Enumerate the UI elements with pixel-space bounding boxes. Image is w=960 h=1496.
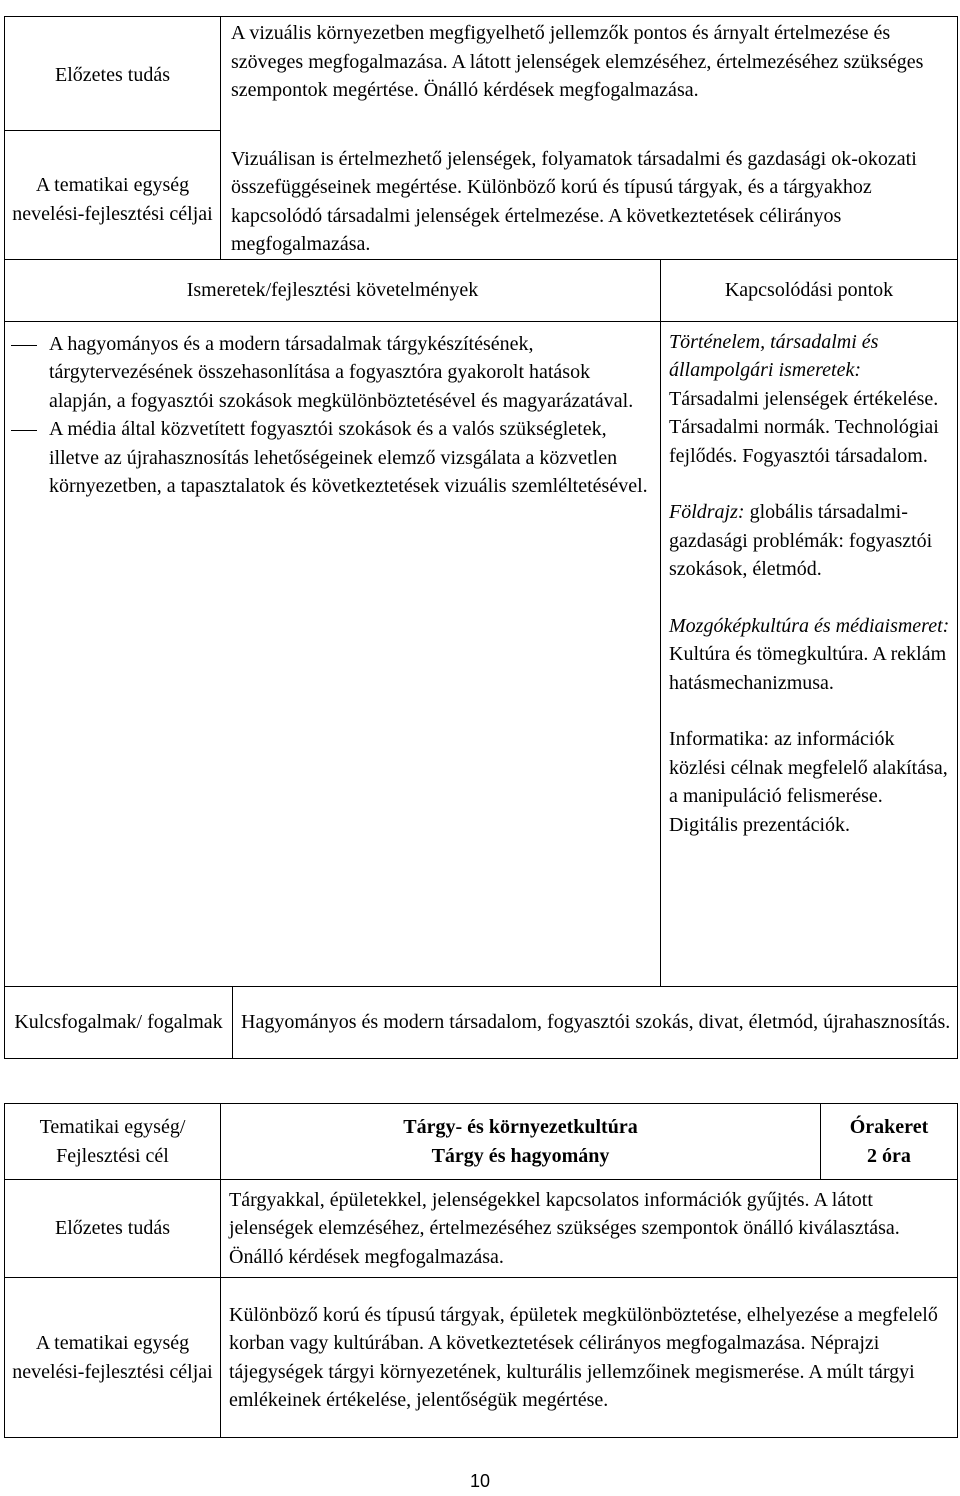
prior-knowledge-text-2: Tárgyakkal, épületekkel, jelenségekkel kapcsolatos információk gyűjtés. A látott jelenségek elemzéséhez, értelmezéséhez szükséges szempontok önálló kiválasztása. Önálló kérdések megfogalmazása.: [221, 1180, 958, 1278]
keywords-text: Hagyományos és modern társadalom, fogyasztói szokás, divat, életmód, újrahasznosítás.: [233, 986, 958, 1058]
curriculum-table-2: [4, 1103, 958, 1438]
goals-label: A tematikai egység nevelési-fejlesztési céljai: [5, 131, 221, 260]
link-history: Történelem, társadalmi és állampolgári ismeretek: Társadalmi jelenségek értékelése. Társadalmi normák. Technológiai fejlődés. Fogyasztói társadalom.: [669, 330, 939, 467]
requirements-cell: [5, 321, 661, 986]
goals-text: Vizuálisan is értelmezhető jelenségek, folyamatok társadalmi és gazdasági ok-okozati összefüggéseinek megértése. Különböző korú és típusú tárgyak, és a tárgyakhoz kapcsolódó társadalmi jelenségek értelmezése. A következtetések célirányos megfogalmazása.: [221, 131, 958, 260]
unit-title: Tárgy- és környezetkultúra Tárgy és hagyomány: [221, 1104, 821, 1180]
links-cell: [661, 321, 958, 986]
unit-label: Tematikai egység/ Fejlesztési cél: [5, 1104, 221, 1180]
page-number: 10: [469, 1471, 491, 1491]
requirements-list: [5, 330, 654, 501]
link-geography: Földrajz: globális társadalmi-gazdasági problémák: fogyasztói szokások, életmód.: [669, 501, 933, 580]
keywords-label: Kulcsfogalmak/ fogalmak: [5, 986, 233, 1058]
goals-label-2: A tematikai egység nevelési-fejlesztési céljai: [5, 1278, 221, 1438]
links-column-header: Kapcsolódási pontok: [661, 259, 958, 321]
hours-cell: Órakeret 2 óra: [821, 1104, 958, 1180]
requirements-column-header: Ismeretek/fejlesztési követelmények: [5, 259, 661, 321]
link-media: Mozgóképkultúra és médiaismeret: Kultúra és tömegkultúra. A reklám hatásmechanizmusa.: [669, 614, 950, 694]
curriculum-table-1: [4, 16, 958, 1059]
prior-knowledge-label: Előzetes tudás: [5, 17, 221, 131]
requirement-item: A hagyományos és a modern társadalmak tárgykészítésének, tárgytervezésének összehasonlítása a fogyasztóra gyakorolt hatások alapján, a fogyasztói szokások megkülönböztetésével és magyarázatával.: [5, 330, 654, 416]
requirement-item: A média által közvetített fogyasztói szokások és a valós szükségletek, illetve az újrahasznosítás lehetőségeinek elemző vizsgálata a közvetlen környezetben, a tapasztalatok és következtetések vizuális szemléltetésével.: [5, 415, 654, 501]
prior-knowledge-text: A vizuális környezetben megfigyelhető jellemzők pontos és árnyalt értelmezése és szöveges megfogalmazása. A látott jelenségek elemzéséhez, értelmezéséhez szükséges szempontok megértése. Önálló kérdések megfogalmazása.: [221, 17, 958, 131]
prior-knowledge-label-2: Előzetes tudás: [5, 1180, 221, 1278]
link-informatics: Informatika: az információk közlési célnak megfelelő alakítása, a manipuláció felismerése. Digitális prezentációk.: [669, 728, 948, 836]
goals-text-2: Különböző korú és típusú tárgyak, épületek megkülönböztetése, elhelyezése a megfelelő korban vagy kultúrában. A következtetések célirányos megfogalmazása. Néprajzi tájegységek tárgyi környezetének, kulturális jellemzőinek megismerése. A múlt tárgyi emlékeinek értékelése, jelentőségük megértése.: [221, 1278, 958, 1438]
